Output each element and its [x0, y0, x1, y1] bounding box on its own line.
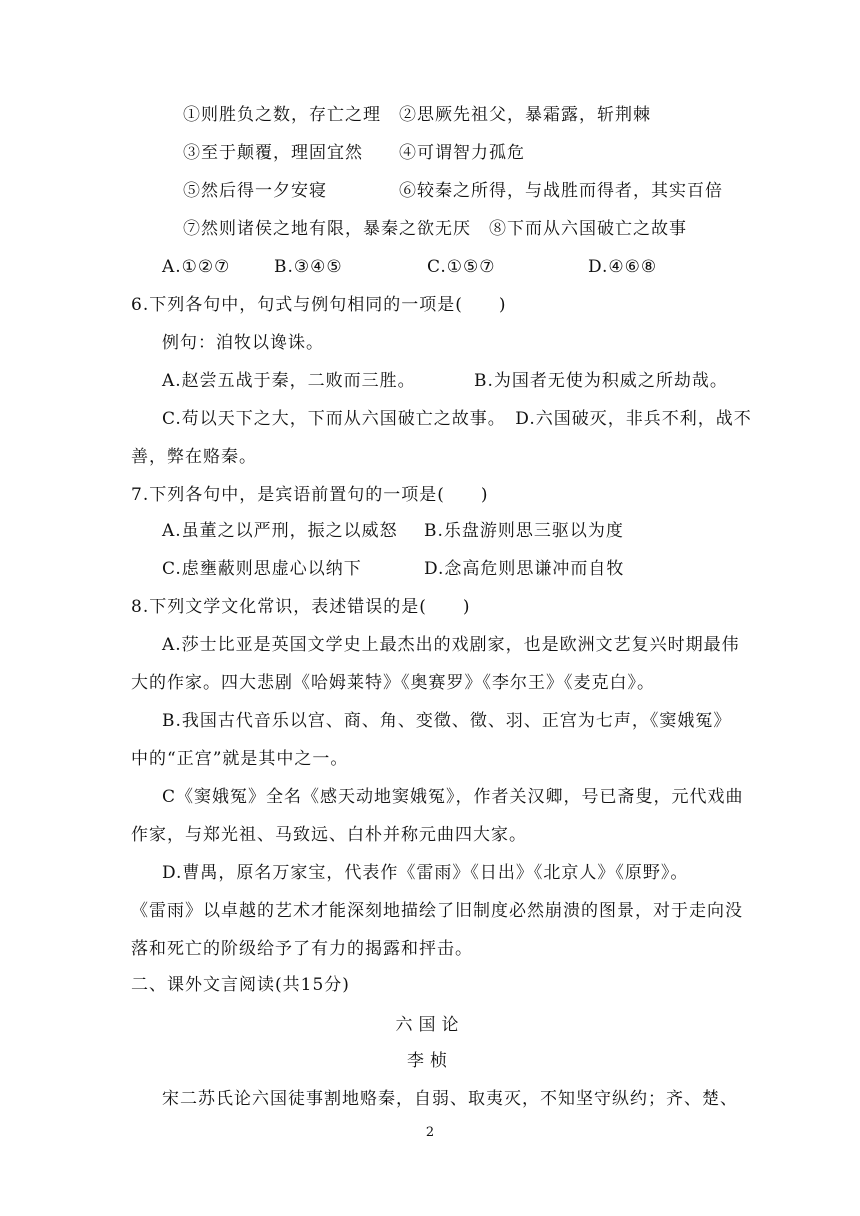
q5-sentence-1: ①则胜负之数，存亡之理 ②思厥先祖父，暴霜露，斩荆棘 — [183, 105, 651, 125]
q8-option-b-line-1: B.我国古代音乐以宫、商、角、变徵、徵、羽、正宫为七声，《窦娥冤》 — [162, 711, 732, 731]
q8-option-a-line-1: A.莎士比亚是英国文学史上最杰出的戏剧家，也是欧洲文艺复兴时期最伟 — [162, 635, 740, 655]
q6-example: 例句：洎牧以谗诛。 — [162, 333, 324, 353]
q5-sentence-4: ⑦然则诸侯之地有限，暴秦之欲无厌 ⑧下而从六国破亡之故事 — [183, 219, 687, 239]
q6-option-b: B.为国者无使为积威之所劫哉。 — [474, 371, 728, 391]
q5-option-d: D.④⑥⑧ — [588, 257, 658, 277]
q8-option-d-line-1: D.曹禺，原名万家宝，代表作《雷雨》《日出》《北京人》《原野》。 — [162, 863, 689, 883]
q8-stem: 8.下列文学文化常识，表述错误的是( ) — [131, 597, 471, 617]
q8-option-d-line-2: 《雷雨》以卓越的艺术才能深刻地描绘了旧制度必然崩溃的图景，对于走向没 — [131, 901, 743, 921]
essay-paragraph-line: 宋二苏氏论六国徒事割地赂秦，自弱、取夷灭，不知坚守纵约；齐、楚、 — [162, 1089, 738, 1109]
q5-option-a: A.①②⑦ — [162, 257, 231, 277]
section-heading: 二、课外文言阅读(共15分) — [131, 975, 350, 995]
q5-option-c: C.①⑤⑦ — [427, 257, 496, 277]
essay-title: 六国论 — [395, 1015, 465, 1035]
q8-option-c-line-2: 作家，与郑光祖、马致远、白朴并称元曲四大家。 — [131, 825, 527, 845]
q6-option-d-cont: 善，弊在赂秦。 — [131, 447, 257, 467]
q7-option-c: C.虑壅蔽则思虚心以纳下 — [162, 559, 362, 579]
q8-option-b-line-2: 中的“正宫”就是其中之一。 — [131, 749, 349, 769]
q8-option-a-line-2: 大的作家。四大悲剧《哈姆莱特》《奥赛罗》《李尔王》《麦克白》。 — [131, 673, 655, 693]
page-number: 2 — [425, 1125, 435, 1140]
q8-option-c-line-1: C《窦娥冤》全名《感天动地窦娥冤》，作者关汉卿，号已斋叟，元代戏曲 — [162, 787, 744, 807]
q6-option-c-d: C.苟以天下之大，下而从六国破亡之故事。 D.六国破灭，非兵不利，战不 — [162, 409, 752, 429]
q5-sentence-3: ⑤然后得一夕安寝 ⑥较秦之所得，与战胜而得者，其实百倍 — [183, 181, 723, 201]
q7-option-a: A.虽董之以严刑，振之以威怒 — [162, 521, 398, 541]
q7-option-d: D.念高危则思谦冲而自牧 — [424, 559, 625, 579]
q8-option-d-line-3: 落和死亡的阶级给予了有力的揭露和抨击。 — [131, 939, 473, 959]
q5-sentence-2: ③至于颠覆，理固宜然 ④可谓智力孤危 — [183, 143, 525, 163]
q6-option-a: A.赵尝五战于秦，二败而三胜。 — [162, 371, 416, 391]
q5-option-b: B.③④⑤ — [274, 257, 343, 277]
q6-stem: 6.下列各句中，句式与例句相同的一项是( ) — [131, 295, 507, 315]
q7-stem: 7.下列各句中，是宾语前置句的一项是( ) — [131, 485, 489, 505]
q7-option-b: B.乐盘游则思三驱以为度 — [424, 521, 624, 541]
essay-author: 李桢 — [407, 1051, 453, 1071]
